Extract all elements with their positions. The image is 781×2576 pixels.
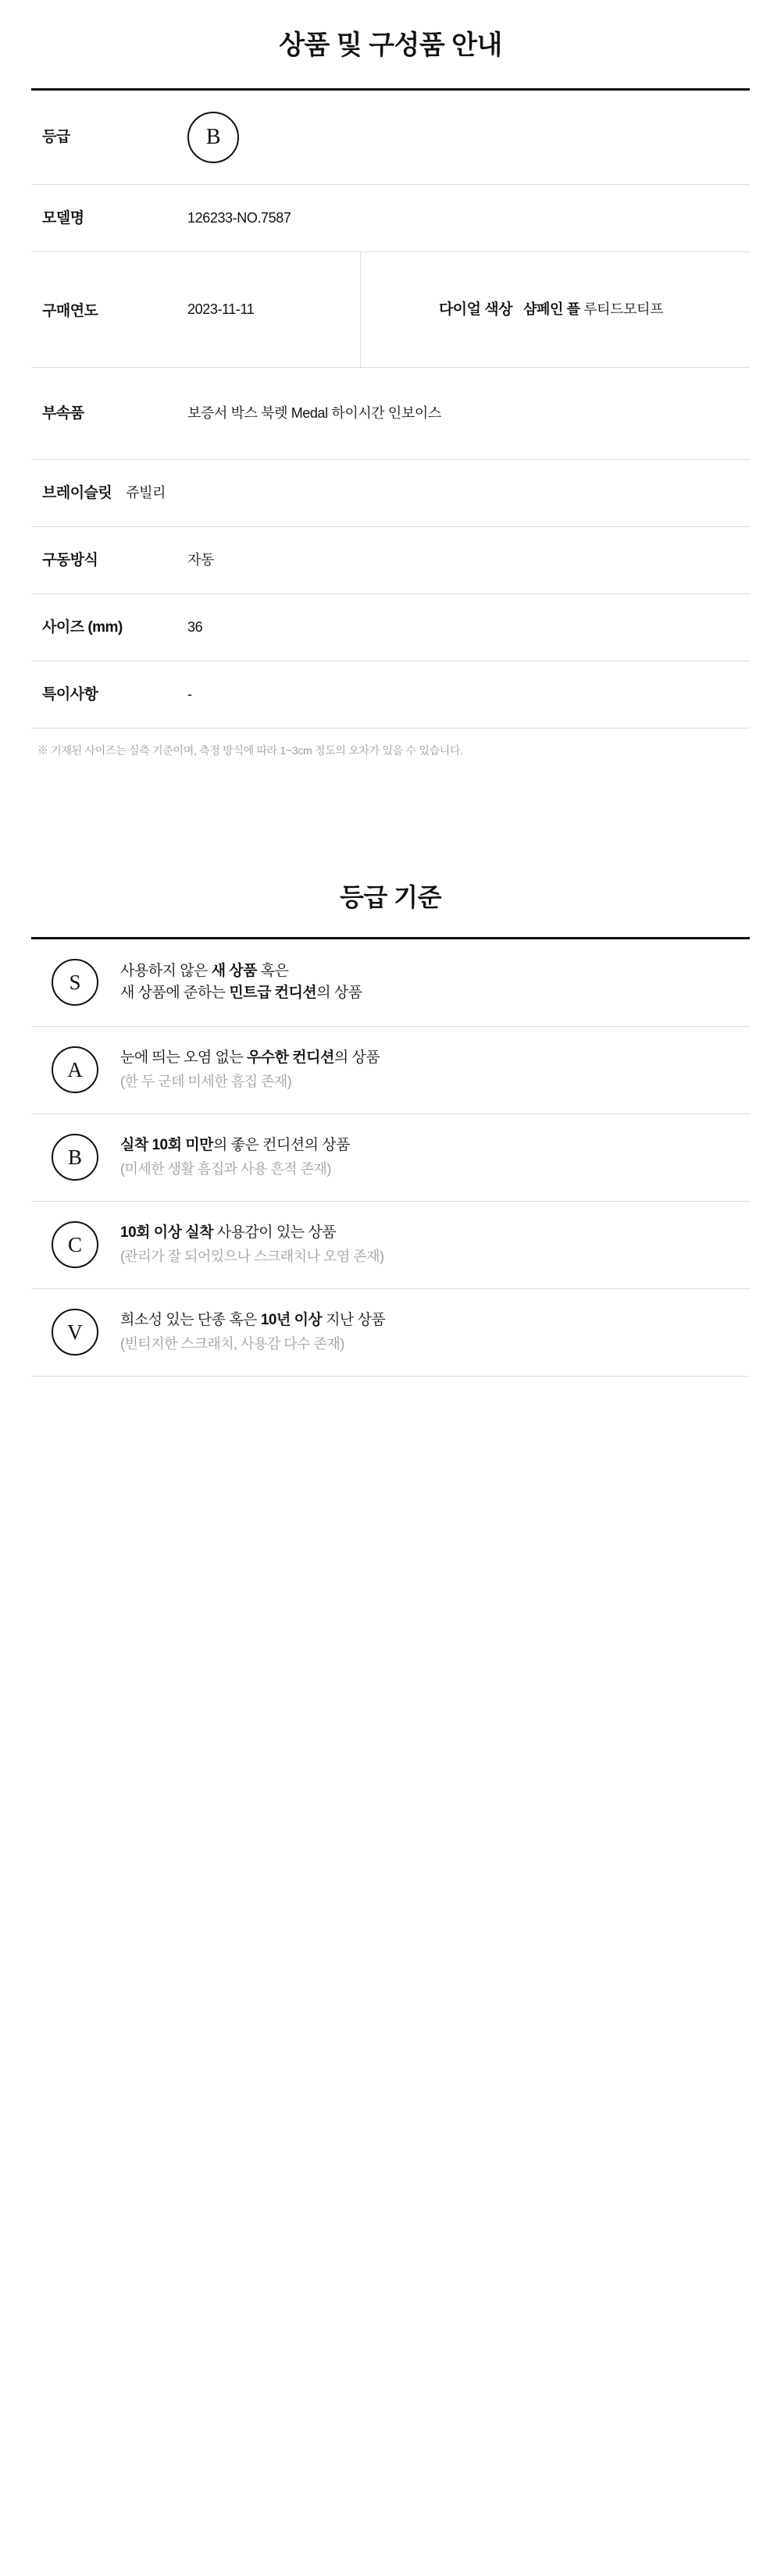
spec-value-grade [187,91,750,184]
spec-row-movement [31,527,750,594]
grade-symbol-a: A [52,1046,98,1093]
grade-s-bold2: 민트급 컨디션 [229,985,317,1001]
grade-line-2: (빈티지한 스크래치, 사용감 다수 존재) [120,1336,344,1352]
spec-value-bracelet: 쥬빌리 [126,485,166,501]
spec-value-movement: 자동 [187,551,214,568]
grade-c-bold: 10회 이상 실착 [120,1224,213,1241]
list-item [31,939,750,1027]
grade-description [116,960,747,1005]
grade-line-1 [120,1135,747,1157]
grade-line-2: (한 두 군데 미세한 흠집 존재) [120,1074,292,1090]
spec-table [31,88,750,729]
grade-line-1 [120,1309,747,1332]
spec-label-size: 사이즈 (mm) [42,618,123,636]
grade-symbol-s: S [52,959,98,1006]
grade-b-post: 의 좋은 컨디션의 상품 [212,1136,350,1153]
grade-a-pre: 눈에 띄는 오염 없는 [120,1049,247,1066]
list-item [31,1202,750,1289]
grade-symbol-c: C [52,1221,98,1268]
dial-color-bold: 샴페인 플 [523,301,580,318]
spec-row-bracelet [31,460,750,527]
grade-v-bold: 10년 이상 [260,1311,323,1328]
spec-label-bracelet [31,460,187,526]
bracelet-label-text: 브레이슬릿 [42,484,112,501]
spec-row-model [31,185,750,252]
page-title: 상품 및 구성품 안내 [279,30,502,60]
grade-symbol-b: B [52,1134,98,1181]
grade-line-2 [120,982,747,1005]
grade-s-pre: 사용하지 않은 [120,962,212,979]
grade-symbol-circle [34,1134,116,1181]
grade-criteria-title: 등급 기준 [339,882,442,911]
grade-v-post: 지난 상품 [322,1311,386,1328]
spec-value-purchase-year: 2023-11-11 [187,252,361,367]
grade-criteria-list [31,937,750,1377]
grade-a-post: 의 상품 [333,1049,380,1066]
spec-value-accessories: 보증서 박스 북렛 Medal 하이시간 인보이스 [187,404,441,421]
spec-value-model: 126233-NO.7587 [187,209,291,226]
grade-description [116,1047,747,1093]
list-item [31,1027,750,1114]
spec-label-accessories: 부속품 [42,404,84,422]
spec-value-dial-color [515,252,750,367]
grade-line-2: (미세한 생활 흠집과 사용 흔적 존재) [120,1161,331,1178]
grade-c-post: 사용감이 있는 상품 [212,1224,337,1241]
spec-row-grade [31,88,750,185]
spec-value-remarks: - [187,686,192,702]
product-info-section [0,0,781,761]
grade-description [116,1309,747,1356]
spec-row-purchase-dial [31,252,750,368]
spec-label-remarks: 특이사항 [42,686,98,703]
grade-symbol-circle [34,1046,116,1093]
spec-row-size [31,594,750,661]
grade-description [116,1135,747,1181]
spec-label-movement: 구동방식 [42,551,98,568]
grade-symbol-v: V [52,1309,98,1356]
spec-row-accessories [31,368,750,460]
spec-label-purchase-year: 구매연도 [42,303,98,319]
grade-badge-circle: B [187,112,239,163]
spec-value-size: 36 [187,618,203,635]
grade-s-bold: 새 상품 [211,962,258,979]
grade-s-post: 혹은 [257,962,289,979]
grade-b-bold: 실착 10회 미만 [120,1136,213,1153]
list-item [31,1114,750,1202]
grade-criteria-section [0,878,781,1377]
dial-color-rest: 루티드모티프 [583,301,664,318]
grade-a-bold: 우수한 컨디션 [246,1049,334,1066]
grade-symbol-circle [34,959,116,1006]
grade-symbol-circle [34,1309,116,1356]
spec-row-remarks [31,661,750,729]
spec-label-grade: 등급 [42,129,70,146]
measurement-note: ※ 기재된 사이즈는 실측 기준이며, 측정 방식에 따라 1~3cm 정도의 오차가 있을 수 있습니다. [37,744,463,757]
grade-s-pre2: 새 상품에 준하는 [120,985,230,1001]
grade-line-2: (관리가 잘 되어있으나 스크래치나 오염 존재) [120,1249,384,1265]
spec-label-model: 모델명 [42,209,84,226]
grade-symbol-circle [34,1221,116,1268]
spec-label-dial-color: 다이얼 색상 [438,301,512,318]
grade-v-pre: 희소성 있는 단종 혹은 [120,1311,261,1328]
grade-line-1 [120,960,747,983]
list-item [31,1289,750,1377]
grade-s-post2: 의 상품 [316,985,362,1001]
grade-description [116,1222,747,1268]
spec-value-bracelet-spacer [187,460,750,526]
grade-line-1 [120,1222,747,1245]
grade-line-1 [120,1047,747,1070]
